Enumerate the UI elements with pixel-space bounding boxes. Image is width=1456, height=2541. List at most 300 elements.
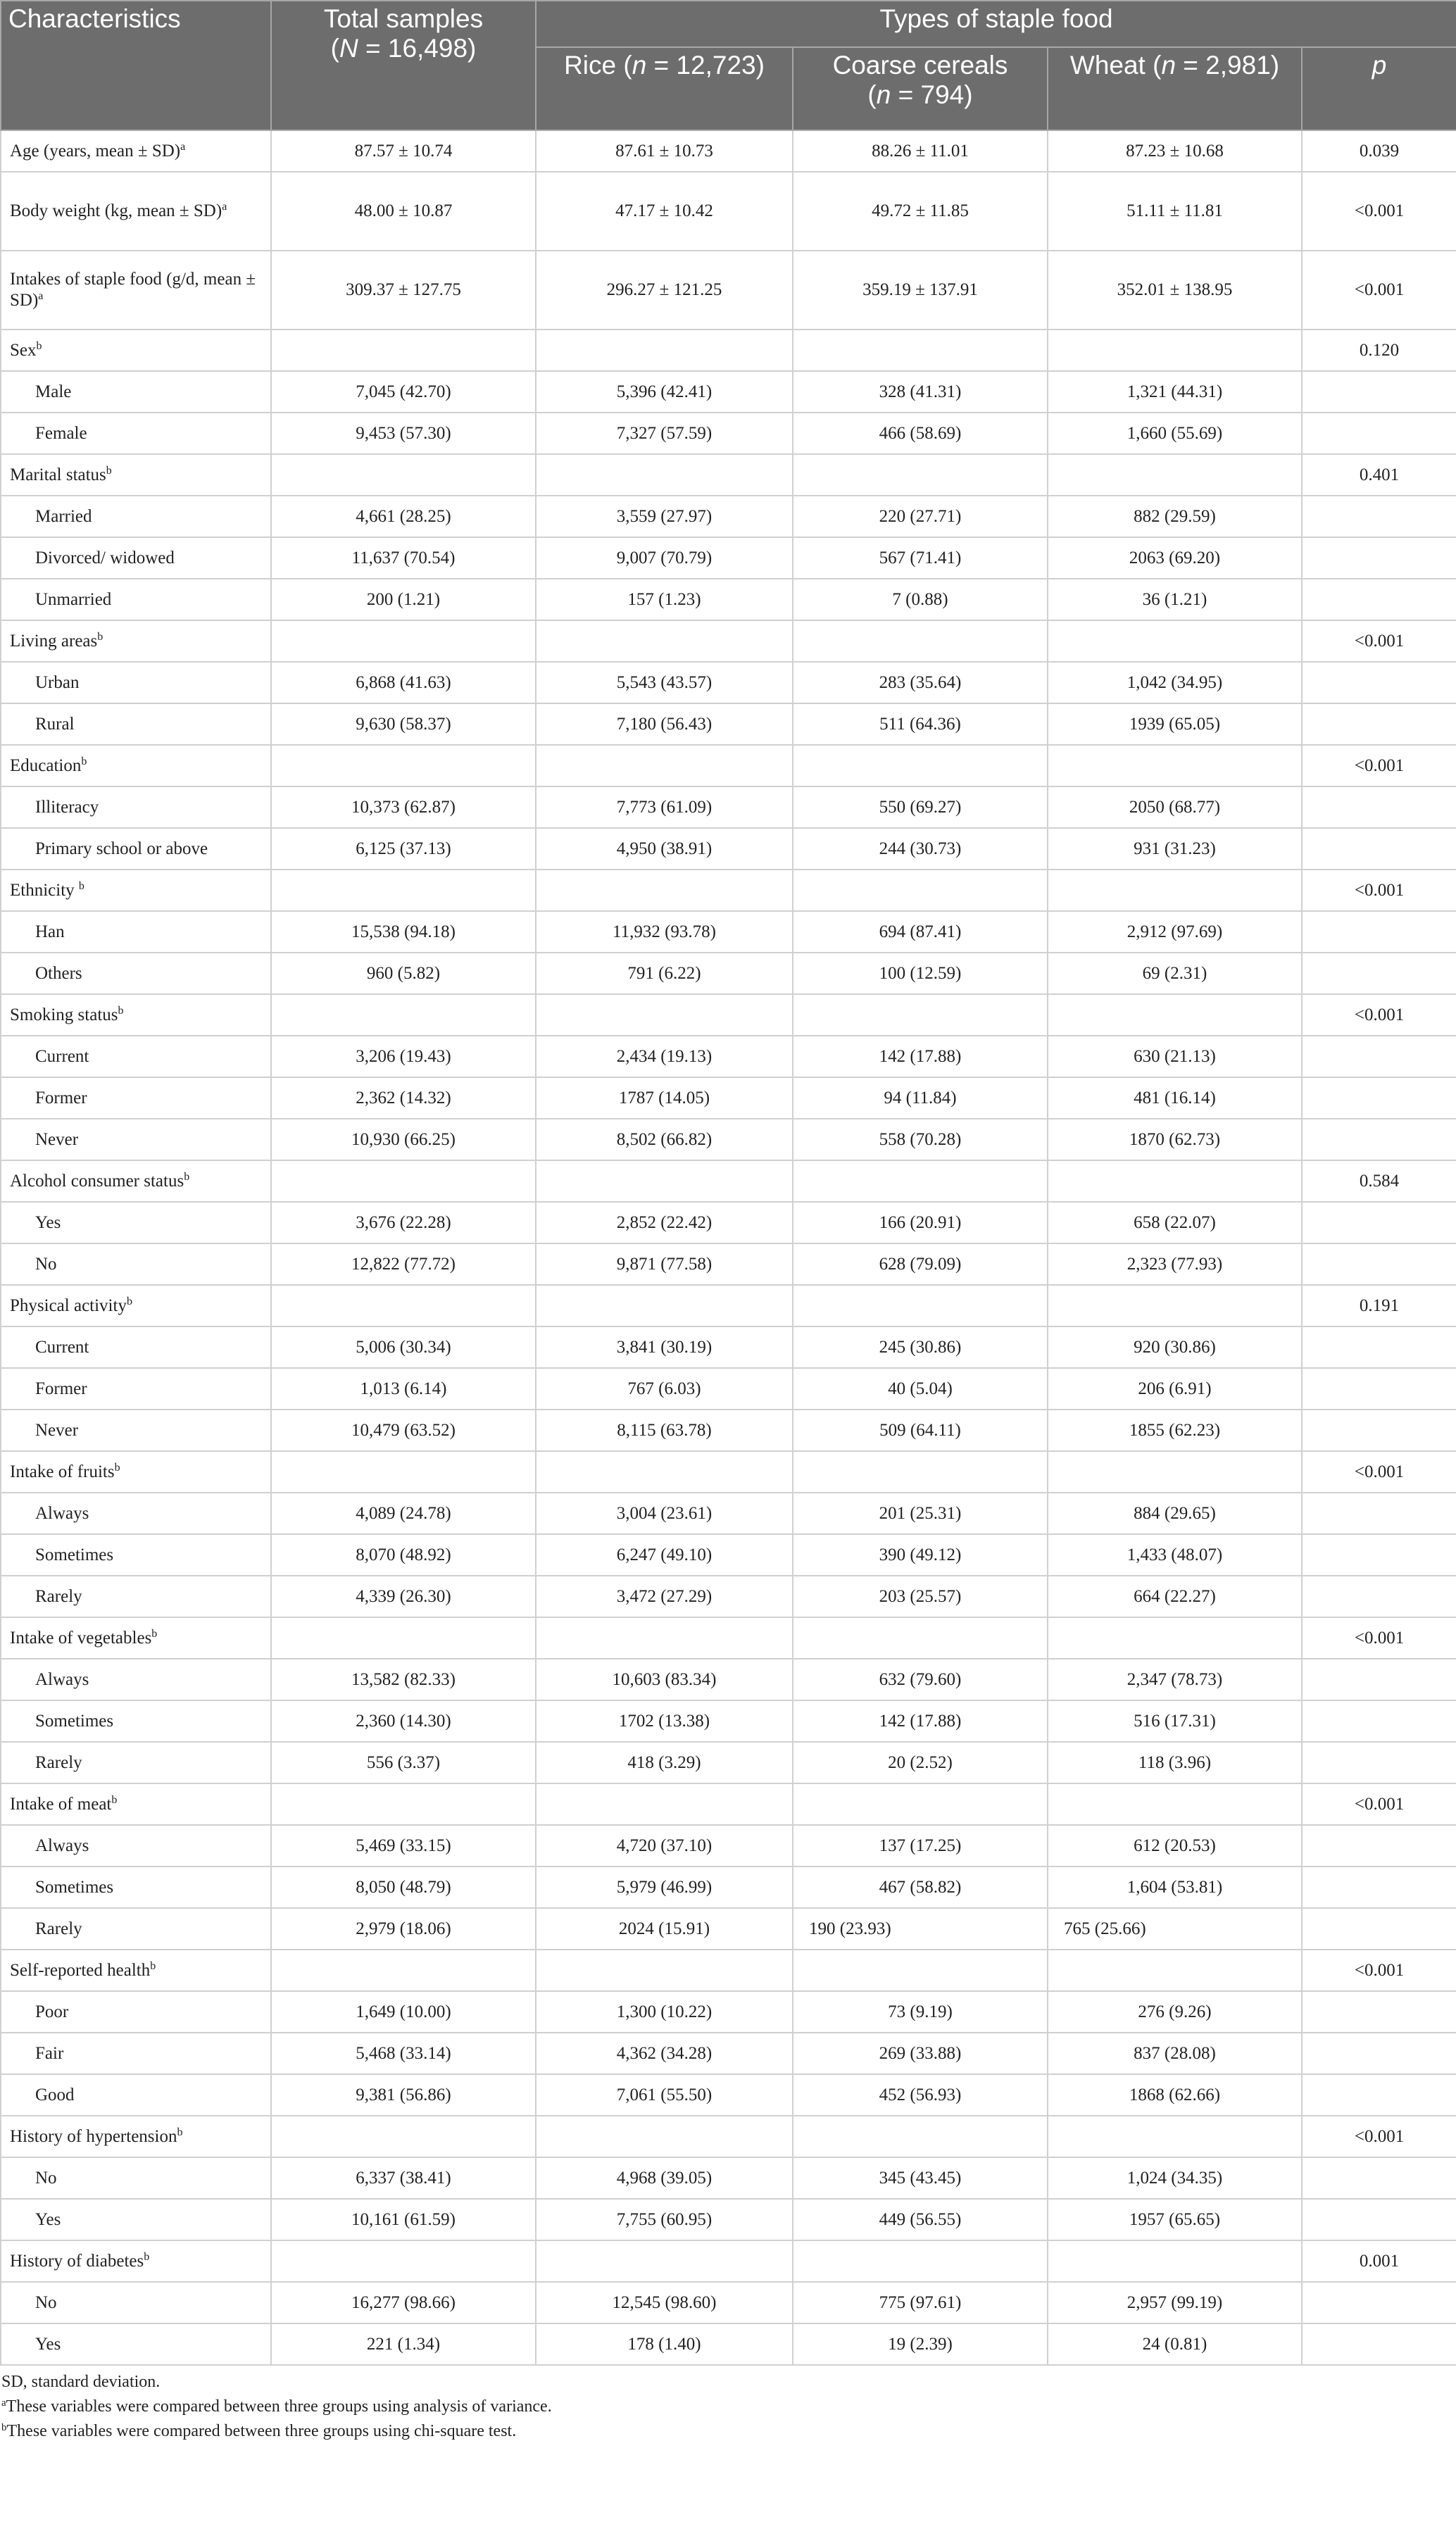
- cell-wheat: [1048, 745, 1302, 786]
- cell-total-samples: [271, 2116, 536, 2157]
- cell-coarse-cereals: 244 (30.73): [793, 828, 1048, 870]
- characteristic-label: Han: [35, 922, 65, 941]
- table-row-subcategory: [1, 2282, 1456, 2323]
- cell-rice: 791 (6.22): [536, 953, 793, 994]
- characteristic-label: Fair: [35, 2043, 64, 2063]
- characteristic-label: Unmarried: [35, 589, 112, 609]
- header-total-samples-n-suffix: = 16,498): [358, 34, 477, 63]
- footnote-a-text: These variables were compared between three groups using analysis of variance.: [6, 2397, 552, 2416]
- table-row-variable: [1, 1950, 1456, 1991]
- table-row-subcategory: [1, 2074, 1456, 2116]
- header-wheat: [1048, 47, 1302, 130]
- table-row-variable: [1, 172, 1456, 251]
- table-row-subcategory: [1, 1700, 1456, 1742]
- cell-characteristic: [1, 1742, 271, 1783]
- cell-p-value: <0.001: [1302, 1617, 1456, 1659]
- cell-total-samples: 13,582 (82.33): [271, 1659, 536, 1700]
- table-row-subcategory: [1, 2033, 1456, 2074]
- cell-characteristic: [1, 172, 271, 251]
- cell-total-samples: 4,089 (24.78): [271, 1493, 536, 1534]
- characteristic-label: History of diabetes: [10, 2251, 144, 2271]
- footnote-sd: SD, standard deviation.: [1, 2373, 161, 2391]
- cell-wheat: [1048, 620, 1302, 662]
- cell-characteristic: [1, 454, 271, 496]
- cell-wheat: [1048, 1950, 1302, 1991]
- cell-wheat: 51.11 ± 11.81: [1048, 172, 1302, 251]
- cell-p-value: [1302, 496, 1456, 537]
- cell-rice: 5,979 (46.99): [536, 1866, 793, 1908]
- table-row-variable: [1, 870, 1456, 911]
- cell-total-samples: 6,125 (37.13): [271, 828, 536, 870]
- cell-total-samples: 9,381 (56.86): [271, 2074, 536, 2116]
- cell-coarse-cereals: 40 (5.04): [793, 1368, 1048, 1410]
- characteristic-label: Alcohol consumer status: [10, 1171, 184, 1191]
- cell-rice: [536, 1285, 793, 1326]
- cell-p-value: [1302, 1908, 1456, 1950]
- footnote-marker: b: [144, 2250, 150, 2263]
- table-row-variable: [1, 620, 1456, 662]
- cell-wheat: [1048, 1783, 1302, 1825]
- header-rice-n-suffix: = 12,723): [646, 51, 765, 80]
- table-row-subcategory: [1, 786, 1456, 828]
- cell-wheat: 1,024 (34.35): [1048, 2157, 1302, 2199]
- characteristic-label: Sometimes: [35, 1877, 114, 1897]
- table-row-variable: [1, 1783, 1456, 1825]
- cell-rice: [536, 2240, 793, 2282]
- cell-total-samples: 8,050 (48.79): [271, 1866, 536, 1908]
- table-row-subcategory: [1, 413, 1456, 454]
- cell-characteristic: [1, 1950, 271, 1991]
- header-wheat-n-italic: n: [1161, 51, 1176, 80]
- cell-total-samples: 9,453 (57.30): [271, 413, 536, 454]
- table-row-subcategory: [1, 579, 1456, 620]
- cell-p-value: [1302, 1576, 1456, 1617]
- cell-wheat: [1048, 1451, 1302, 1493]
- cell-coarse-cereals: 509 (64.11): [793, 1410, 1048, 1451]
- cell-p-value: [1302, 828, 1456, 870]
- cell-rice: 157 (1.23): [536, 579, 793, 620]
- cell-rice: 8,502 (66.82): [536, 1119, 793, 1160]
- cell-characteristic: [1, 1119, 271, 1160]
- cell-wheat: 481 (16.14): [1048, 1077, 1302, 1119]
- cell-rice: [536, 2116, 793, 2157]
- cell-wheat: 1,660 (55.69): [1048, 413, 1302, 454]
- cell-total-samples: 3,676 (22.28): [271, 1202, 536, 1243]
- cell-p-value: <0.001: [1302, 251, 1456, 330]
- cell-p-value: [1302, 1700, 1456, 1742]
- cell-total-samples: 11,637 (70.54): [271, 537, 536, 579]
- footnote-marker: b: [184, 1170, 190, 1183]
- cell-p-value: [1302, 2199, 1456, 2240]
- cell-characteristic: [1, 2199, 271, 2240]
- table-row-subcategory: [1, 1077, 1456, 1119]
- table-row-subcategory: [1, 496, 1456, 537]
- cell-coarse-cereals: 19 (2.39): [793, 2323, 1048, 2365]
- cell-wheat: 206 (6.91): [1048, 1368, 1302, 1410]
- cell-coarse-cereals: 345 (43.45): [793, 2157, 1048, 2199]
- cell-total-samples: [271, 870, 536, 911]
- table-row-subcategory: [1, 1119, 1456, 1160]
- cell-wheat: 882 (29.59): [1048, 496, 1302, 537]
- cell-total-samples: [271, 2240, 536, 2282]
- cell-rice: 3,841 (30.19): [536, 1326, 793, 1368]
- footnote-marker: b: [81, 755, 87, 767]
- cell-wheat: 2,323 (77.93): [1048, 1243, 1302, 1285]
- cell-characteristic: [1, 2282, 271, 2323]
- characteristic-label: Marital status: [10, 465, 106, 484]
- table-body: [1, 130, 1456, 2365]
- cell-characteristic: [1, 2074, 271, 2116]
- cell-characteristic: [1, 1534, 271, 1576]
- cell-coarse-cereals: 245 (30.86): [793, 1326, 1048, 1368]
- cell-p-value: [1302, 786, 1456, 828]
- characteristic-label: Self-reported health: [10, 1960, 151, 1980]
- cell-rice: 7,327 (57.59): [536, 413, 793, 454]
- characteristic-label: Always: [35, 1503, 89, 1523]
- cell-total-samples: 48.00 ± 10.87: [271, 172, 536, 251]
- characteristic-label: Rarely: [35, 1586, 82, 1606]
- cell-characteristic: [1, 1077, 271, 1119]
- table-row-variable: [1, 130, 1456, 172]
- header-coarse-n-suffix: = 794): [891, 80, 973, 109]
- cell-wheat: 118 (3.96): [1048, 1742, 1302, 1783]
- cell-coarse-cereals: [793, 994, 1048, 1036]
- cell-total-samples: 87.57 ± 10.74: [271, 130, 536, 172]
- characteristic-label: Rarely: [35, 1919, 82, 1938]
- footnote-a: [1, 2395, 1456, 2419]
- cell-rice: 2,852 (22.42): [536, 1202, 793, 1243]
- cell-wheat: 36 (1.21): [1048, 579, 1302, 620]
- cell-p-value: <0.001: [1302, 620, 1456, 662]
- characteristic-label: Current: [35, 1046, 89, 1066]
- cell-characteristic: [1, 1160, 271, 1202]
- header-coarse-n-italic: n: [876, 80, 891, 109]
- characteristic-label: Physical activity: [10, 1295, 127, 1315]
- table-row-variable: [1, 745, 1456, 786]
- cell-total-samples: [271, 1783, 536, 1825]
- table-row-subcategory: [1, 1534, 1456, 1576]
- cell-characteristic: [1, 1617, 271, 1659]
- cell-wheat: 664 (22.27): [1048, 1576, 1302, 1617]
- cell-p-value: <0.001: [1302, 745, 1456, 786]
- cell-total-samples: 309.37 ± 127.75: [271, 251, 536, 330]
- table-row-variable: [1, 1451, 1456, 1493]
- cell-total-samples: 5,469 (33.15): [271, 1825, 536, 1866]
- cell-rice: [536, 745, 793, 786]
- characteristic-label: No: [35, 2168, 57, 2188]
- cell-total-samples: 12,822 (77.72): [271, 1243, 536, 1285]
- footnote-marker: b: [150, 1959, 156, 1972]
- cell-rice: 3,472 (27.29): [536, 1576, 793, 1617]
- cell-p-value: [1302, 1410, 1456, 1451]
- cell-coarse-cereals: 359.19 ± 137.91: [793, 251, 1048, 330]
- cell-rice: [536, 1617, 793, 1659]
- cell-wheat: 516 (17.31): [1048, 1700, 1302, 1742]
- cell-characteristic: [1, 620, 271, 662]
- cell-total-samples: 2,362 (14.32): [271, 1077, 536, 1119]
- cell-coarse-cereals: 269 (33.88): [793, 2033, 1048, 2074]
- cell-coarse-cereals: [793, 1617, 1048, 1659]
- table-row-subcategory: [1, 953, 1456, 994]
- cell-p-value: [1302, 1202, 1456, 1243]
- table-row-variable: [1, 994, 1456, 1036]
- cell-coarse-cereals: 452 (56.93): [793, 2074, 1048, 2116]
- characteristic-label: Never: [35, 1129, 79, 1149]
- cell-p-value: <0.001: [1302, 172, 1456, 251]
- cell-p-value: <0.001: [1302, 2116, 1456, 2157]
- table-row-subcategory: [1, 2323, 1456, 2365]
- table-row-subcategory: [1, 662, 1456, 703]
- cell-rice: 2024 (15.91): [536, 1908, 793, 1950]
- cell-p-value: <0.001: [1302, 1451, 1456, 1493]
- characteristic-label: Age (years, mean ± SD): [10, 141, 181, 161]
- characteristic-label: History of hypertension: [10, 2126, 177, 2146]
- cell-wheat: 87.23 ± 10.68: [1048, 130, 1302, 172]
- cell-rice: 9,871 (77.58): [536, 1243, 793, 1285]
- cell-rice: 7,755 (60.95): [536, 2199, 793, 2240]
- cell-p-value: [1302, 703, 1456, 745]
- cell-total-samples: [271, 1617, 536, 1659]
- cell-wheat: 352.01 ± 138.95: [1048, 251, 1302, 330]
- cell-total-samples: 1,013 (6.14): [271, 1368, 536, 1410]
- table-row-subcategory: [1, 1908, 1456, 1950]
- cell-characteristic: [1, 1493, 271, 1534]
- cell-p-value: 0.001: [1302, 2240, 1456, 2282]
- header-wheat-label: Wheat (: [1069, 51, 1162, 80]
- cell-characteristic: [1, 579, 271, 620]
- cell-rice: 296.27 ± 121.25: [536, 251, 793, 330]
- cell-coarse-cereals: 49.72 ± 11.85: [793, 172, 1048, 251]
- cell-total-samples: 2,979 (18.06): [271, 1908, 536, 1950]
- cell-rice: 10,603 (83.34): [536, 1659, 793, 1700]
- cell-total-samples: 15,538 (94.18): [271, 911, 536, 953]
- cell-p-value: [1302, 371, 1456, 413]
- cell-p-value: [1302, 1534, 1456, 1576]
- cell-coarse-cereals: 220 (27.71): [793, 496, 1048, 537]
- cell-rice: 47.17 ± 10.42: [536, 172, 793, 251]
- header-coarse-label: Coarse cereals: [832, 51, 1008, 80]
- cell-characteristic: [1, 828, 271, 870]
- cell-total-samples: [271, 620, 536, 662]
- cell-wheat: 931 (31.23): [1048, 828, 1302, 870]
- characteristic-label: Rural: [35, 714, 75, 734]
- cell-wheat: 1957 (65.65): [1048, 2199, 1302, 2240]
- cell-coarse-cereals: 20 (2.52): [793, 1742, 1048, 1783]
- cell-p-value: [1302, 2282, 1456, 2323]
- cell-characteristic: [1, 1991, 271, 2033]
- table-row-variable: [1, 2240, 1456, 2282]
- cell-coarse-cereals: 550 (69.27): [793, 786, 1048, 828]
- characteristic-label: Intakes of staple food (g/d, mean ± SD): [10, 270, 256, 310]
- cell-rice: 7,061 (55.50): [536, 2074, 793, 2116]
- cell-coarse-cereals: 466 (58.69): [793, 413, 1048, 454]
- cell-characteristic: [1, 1285, 271, 1326]
- table-row-subcategory: [1, 703, 1456, 745]
- header-rice-n-italic: n: [632, 51, 647, 80]
- header-coarse-n-prefix: (: [867, 80, 877, 109]
- cell-characteristic: [1, 1659, 271, 1700]
- footnotes: [0, 2370, 1456, 2444]
- footnote-marker: b: [177, 2126, 183, 2138]
- cell-coarse-cereals: 328 (41.31): [793, 371, 1048, 413]
- cell-rice: 11,932 (93.78): [536, 911, 793, 953]
- cell-p-value: [1302, 2033, 1456, 2074]
- cell-total-samples: 200 (1.21): [271, 579, 536, 620]
- cell-rice: 3,004 (23.61): [536, 1493, 793, 1534]
- footnote-marker: b: [126, 1295, 132, 1307]
- cell-rice: 767 (6.03): [536, 1368, 793, 1410]
- cell-coarse-cereals: 190 (23.93): [793, 1908, 1048, 1950]
- characteristic-label: Sex: [10, 340, 37, 360]
- cell-total-samples: 3,206 (19.43): [271, 1036, 536, 1077]
- characteristic-label: Former: [35, 1379, 87, 1398]
- cell-characteristic: [1, 1576, 271, 1617]
- cell-p-value: [1302, 1077, 1456, 1119]
- cell-characteristic: [1, 1202, 271, 1243]
- cell-wheat: 2,957 (99.19): [1048, 2282, 1302, 2323]
- cell-coarse-cereals: [793, 1783, 1048, 1825]
- characteristic-label: Body weight (kg, mean ± SD): [10, 201, 222, 220]
- cell-characteristic: [1, 870, 271, 911]
- cell-wheat: 2,347 (78.73): [1048, 1659, 1302, 1700]
- cell-coarse-cereals: [793, 1285, 1048, 1326]
- cell-p-value: [1302, 2074, 1456, 2116]
- cell-rice: 3,559 (27.97): [536, 496, 793, 537]
- cell-rice: 7,773 (61.09): [536, 786, 793, 828]
- characteristic-label: Sometimes: [35, 1711, 114, 1731]
- cell-wheat: 1,433 (48.07): [1048, 1534, 1302, 1576]
- characteristic-label: Sometimes: [35, 1545, 114, 1564]
- cell-p-value: [1302, 2323, 1456, 2365]
- cell-wheat: 2,912 (97.69): [1048, 911, 1302, 953]
- cell-coarse-cereals: 203 (25.57): [793, 1576, 1048, 1617]
- table-row-subcategory: [1, 2199, 1456, 2240]
- footnote-marker: a: [222, 201, 227, 213]
- cell-p-value: <0.001: [1302, 1783, 1456, 1825]
- cell-total-samples: 8,070 (48.92): [271, 1534, 536, 1576]
- footnote-b-marker: b: [1, 2422, 7, 2433]
- cell-total-samples: 960 (5.82): [271, 953, 536, 994]
- cell-coarse-cereals: 628 (79.09): [793, 1243, 1048, 1285]
- cell-characteristic: [1, 662, 271, 703]
- cell-characteristic: [1, 1451, 271, 1493]
- characteristic-label: No: [35, 2292, 57, 2312]
- cell-characteristic: [1, 413, 271, 454]
- cell-coarse-cereals: 511 (64.36): [793, 703, 1048, 745]
- table-header: [1, 1, 1456, 130]
- cell-total-samples: 221 (1.34): [271, 2323, 536, 2365]
- cell-wheat: 837 (28.08): [1048, 2033, 1302, 2074]
- cell-total-samples: 16,277 (98.66): [271, 2282, 536, 2323]
- cell-characteristic: [1, 1700, 271, 1742]
- cell-wheat: [1048, 1160, 1302, 1202]
- cell-wheat: 1,604 (53.81): [1048, 1866, 1302, 1908]
- cell-total-samples: 5,006 (30.34): [271, 1326, 536, 1368]
- table-row-subcategory: [1, 1202, 1456, 1243]
- cell-coarse-cereals: [793, 1451, 1048, 1493]
- cell-p-value: [1302, 1866, 1456, 1908]
- cell-characteristic: [1, 1036, 271, 1077]
- cell-characteristic: [1, 1326, 271, 1368]
- cell-total-samples: 10,373 (62.87): [271, 786, 536, 828]
- table-row-variable: [1, 2116, 1456, 2157]
- cell-coarse-cereals: 100 (12.59): [793, 953, 1048, 994]
- table-row-subcategory: [1, 1866, 1456, 1908]
- cell-total-samples: [271, 1285, 536, 1326]
- cell-rice: 418 (3.29): [536, 1742, 793, 1783]
- cell-coarse-cereals: 558 (70.28): [793, 1119, 1048, 1160]
- cell-characteristic: [1, 251, 271, 330]
- table-row-subcategory: [1, 1368, 1456, 1410]
- characteristic-label: Yes: [35, 2209, 61, 2229]
- cell-wheat: 920 (30.86): [1048, 1326, 1302, 1368]
- table-row-subcategory: [1, 1825, 1456, 1866]
- cell-rice: 2,434 (19.13): [536, 1036, 793, 1077]
- footnote-b-text: These variables were compared between three groups using chi-square test.: [6, 2422, 517, 2440]
- footnote-marker: b: [118, 1004, 124, 1017]
- cell-p-value: [1302, 1659, 1456, 1700]
- cell-characteristic: [1, 2116, 271, 2157]
- cell-characteristic: [1, 2157, 271, 2199]
- cell-total-samples: [271, 745, 536, 786]
- cell-wheat: [1048, 994, 1302, 1036]
- cell-coarse-cereals: 142 (17.88): [793, 1700, 1048, 1742]
- characteristic-label: Divorced/ widowed: [35, 548, 175, 567]
- cell-total-samples: 6,868 (41.63): [271, 662, 536, 703]
- cell-characteristic: [1, 1825, 271, 1866]
- cell-p-value: [1302, 1119, 1456, 1160]
- header-p-value: [1302, 47, 1456, 130]
- characteristic-label: Intake of meat: [10, 1794, 112, 1814]
- cell-rice: 6,247 (49.10): [536, 1534, 793, 1576]
- cell-wheat: 1,042 (34.95): [1048, 662, 1302, 703]
- cell-rice: 8,115 (63.78): [536, 1410, 793, 1451]
- header-rice: [536, 47, 793, 130]
- characteristic-label: Ethnicity: [10, 880, 79, 900]
- table-row-subcategory: [1, 2157, 1456, 2199]
- cell-wheat: [1048, 1617, 1302, 1659]
- cell-coarse-cereals: [793, 870, 1048, 911]
- cell-coarse-cereals: 73 (9.19): [793, 1991, 1048, 2033]
- header-types-of-staple-food: Types of staple food: [536, 1, 1456, 47]
- cell-p-value: [1302, 2157, 1456, 2199]
- characteristic-label: Yes: [35, 1212, 61, 1232]
- cell-characteristic: [1, 1368, 271, 1410]
- cell-p-value: <0.001: [1302, 994, 1456, 1036]
- characteristic-label: Living areas: [10, 631, 98, 651]
- cell-total-samples: [271, 1160, 536, 1202]
- table-row-variable: [1, 454, 1456, 496]
- characteristic-label: Education: [10, 755, 82, 775]
- footnote-marker: b: [97, 630, 103, 643]
- cell-rice: [536, 454, 793, 496]
- cell-total-samples: 556 (3.37): [271, 1742, 536, 1783]
- characteristic-label: Urban: [35, 672, 80, 692]
- cell-coarse-cereals: [793, 330, 1048, 371]
- cell-wheat: 69 (2.31): [1048, 953, 1302, 994]
- cell-rice: 4,720 (37.10): [536, 1825, 793, 1866]
- header-total-samples-n-prefix: (: [330, 34, 339, 63]
- table-row-variable: [1, 1617, 1456, 1659]
- cell-rice: [536, 1451, 793, 1493]
- cell-rice: [536, 1160, 793, 1202]
- cell-total-samples: [271, 994, 536, 1036]
- characteristic-label: Always: [35, 1669, 89, 1689]
- cell-rice: 4,362 (34.28): [536, 2033, 793, 2074]
- footnote-marker: b: [78, 879, 84, 892]
- cell-rice: 5,543 (43.57): [536, 662, 793, 703]
- cell-total-samples: 1,649 (10.00): [271, 1991, 536, 2033]
